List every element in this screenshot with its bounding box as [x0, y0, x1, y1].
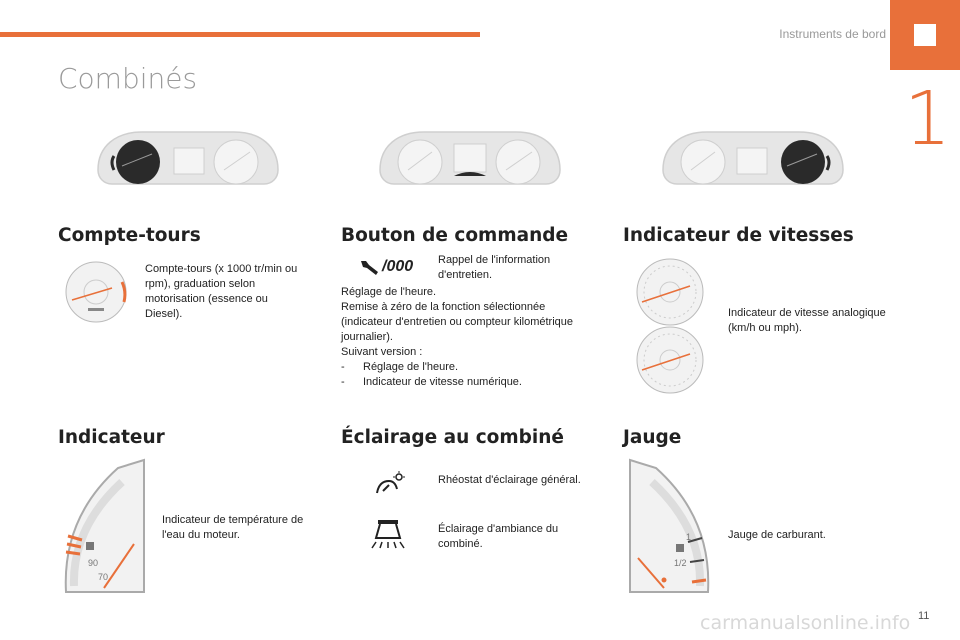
section-label: Instruments de bord — [779, 27, 886, 41]
control-button-line-2: Remise à zéro de la fonction sélectionnée (indicateur d'entretien ou compteur kilométrique journalier). — [341, 301, 573, 343]
speedometer-mph-dial-icon — [628, 324, 712, 394]
control-button-intro: Rappel de l'information d'entretien. — [438, 254, 551, 281]
fuel-gauge-description: Jauge de carburant. — [728, 529, 826, 541]
control-button-line-1: Réglage de l'heure. — [341, 286, 437, 298]
chapter-number: 1 — [904, 76, 952, 162]
lighting-rheostat-icon — [373, 471, 405, 497]
page-title: Combinés — [58, 62, 198, 95]
cluster-speedometer-highlight-icon — [657, 126, 849, 190]
ambient-lighting-description: Éclairage d'ambiance du combiné. — [438, 523, 559, 550]
temperature-scale-90: 90 — [88, 558, 99, 568]
temperature-gauge-description: Indicateur de température de l'eau du moteur. — [162, 514, 304, 541]
ambient-lighting-icon — [368, 518, 408, 550]
control-button-bullet-2: - Indicateur de vitesse numérique. — [341, 376, 522, 388]
maintenance-display-label: /000 — [382, 258, 414, 275]
control-button-bullet-1: - Réglage de l'heure. — [341, 361, 459, 373]
watermark: carmanualsonline.info — [700, 612, 911, 634]
rev-counter-description: Compte-tours (x 1000 tr/min ou rpm), graduation selon motorisation (essence ou Diesel). — [145, 263, 298, 320]
wrench-icon — [358, 258, 380, 276]
speedometer-description: Indicateur de vitesse analogique (km/h ou mph). — [728, 307, 886, 334]
speedometer-kmh-dial-icon — [628, 256, 712, 326]
section-title-lighting: Éclairage au combiné — [341, 427, 564, 448]
control-button-line-3: Suivant version : — [341, 346, 423, 358]
chapter-tab-square-icon — [914, 24, 936, 46]
cluster-control-button-highlight-icon — [374, 126, 566, 190]
section-title-fuel-gauge: Jauge — [623, 427, 682, 448]
rev-counter-dial-icon — [60, 258, 132, 324]
section-title-speedometer: Indicateur de vitesses — [623, 225, 854, 246]
fuel-scale-full: 1 — [686, 532, 692, 542]
section-title-indicator: Indicateur — [58, 427, 165, 448]
header-accent-bar — [0, 32, 480, 37]
page-number: 11 — [918, 610, 930, 622]
fuel-scale-half: 1/2 — [674, 558, 687, 568]
section-title-rev-counter: Compte-tours — [58, 225, 201, 246]
section-title-control-button: Bouton de commande — [341, 225, 569, 246]
control-button-details — [341, 285, 581, 390]
temperature-scale-70: 70 — [98, 572, 109, 582]
fuel-gauge-icon — [624, 458, 716, 594]
cluster-rev-counter-highlight-icon — [92, 126, 284, 190]
lighting-rheostat-description: Rhéostat d'éclairage général. — [438, 474, 581, 486]
temperature-gauge-icon — [58, 458, 150, 594]
